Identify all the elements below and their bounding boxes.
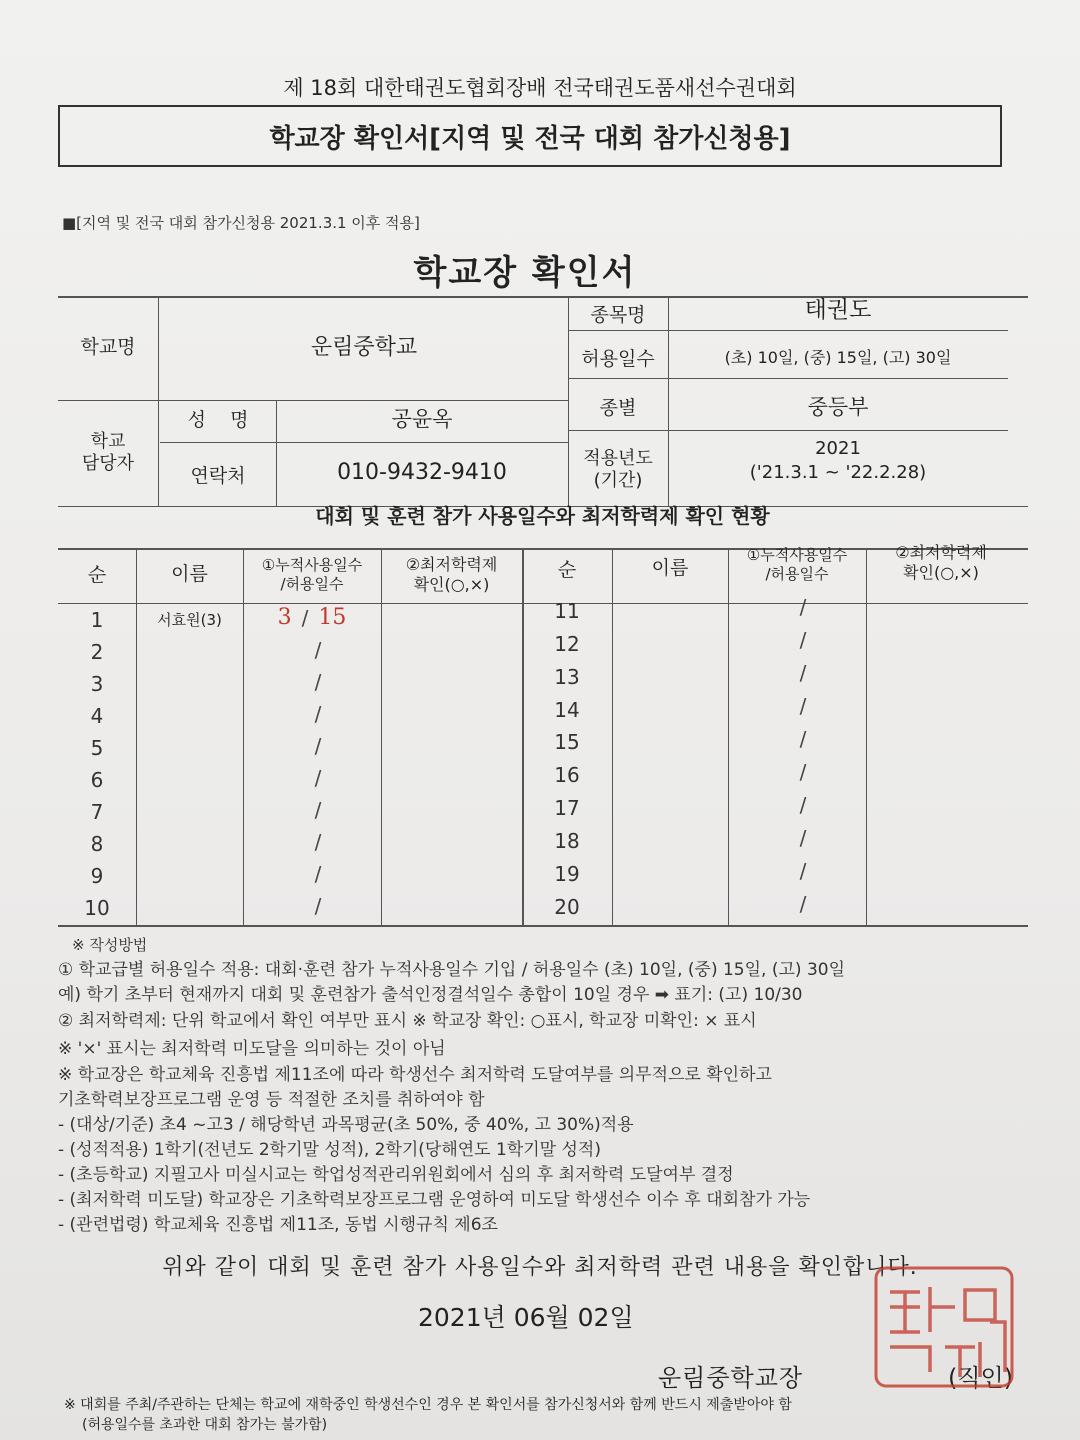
student-name: 서효원(3) — [157, 610, 222, 629]
row-number: 7 — [90, 799, 104, 824]
event-label: 종목명 — [590, 304, 646, 327]
event-value: 태권도 — [804, 296, 872, 323]
row-number: 16 — [554, 762, 580, 787]
allowed-days-label: 허용일수 — [581, 348, 655, 371]
days-slash: / — [301, 605, 309, 630]
applicable-note: ■[지역 및 전국 대회 참가신청용 2021.3.1 이후 적용] — [62, 214, 420, 232]
note-line: 기초학력보장프로그램 운영 등 적절한 조치를 취하여야 함 — [58, 1090, 485, 1110]
header-check-right: ②최저학력제 확인(○,×) — [895, 543, 987, 582]
contact-group-label: 학교 담당자 — [81, 430, 135, 474]
name-label: 성 명 — [187, 409, 249, 432]
contact-name-value: 공윤옥 — [391, 406, 453, 431]
phone-label: 연락처 — [190, 465, 246, 488]
header-no-right: 순 — [557, 559, 577, 582]
days-slash: / — [314, 893, 322, 918]
year-label: 적용년도 (기간) — [583, 447, 653, 491]
row-number: 17 — [554, 795, 580, 820]
year-value: 2021 — [815, 437, 861, 459]
days-slash: / — [314, 829, 322, 854]
row-number: 3 — [90, 671, 104, 696]
row-number: 12 — [554, 631, 580, 656]
days-entry — [243, 603, 381, 633]
days-slash: / — [314, 733, 322, 758]
date: 2021년 06월 02일 — [418, 1303, 634, 1332]
note-line: - (초등학교) 지필고사 미실시교는 학업성적관리위원회에서 심의 후 최저학력 도달여부 결정 — [58, 1165, 734, 1185]
footer-line: ※ 대회를 주최/주관하는 단체는 학교에 재학중인 학생선수인 경우 본 확인서를 참가신청서와 함께 반드시 제출받아야 함 — [64, 1397, 792, 1413]
notes-heading: ※ 작성방법 — [72, 936, 148, 954]
note-line: ※ '×' 표시는 최저학력 미도달을 의미하는 것이 아님 — [58, 1039, 446, 1059]
header-name-left: 이름 — [171, 563, 208, 586]
row-number: 11 — [554, 598, 580, 623]
seal-note: (직인) — [948, 1364, 1014, 1392]
days-slash: / — [314, 861, 322, 886]
days-slash: / — [799, 693, 807, 718]
row-number: 10 — [84, 895, 110, 920]
days-slash: / — [799, 726, 807, 751]
days-slash: / — [314, 797, 322, 822]
days-slash: / — [314, 701, 322, 726]
note-line: ① 학교급별 허용일수 적용: 대회·훈련 참가 누적사용일수 기입 / 허용일수 (초) 10일, (중) 15일, (고) 30일 — [58, 960, 846, 980]
days-slash: / — [799, 891, 807, 916]
allowed-days-value: (초) 10일, (중) 15일, (고) 30일 — [724, 348, 952, 367]
row-number: 8 — [90, 831, 104, 856]
row-number: 19 — [554, 861, 580, 886]
row-number: 5 — [90, 735, 104, 760]
row-number: 13 — [554, 664, 580, 689]
note-line: ※ 학교장은 학교체육 진흥법 제11조에 따라 학생선수 최저학력 도달여부를 의무적으로 확인하고 — [58, 1065, 772, 1085]
table-caption: 대회 및 훈련 참가 사용일수와 최저학력제 확인 현황 — [315, 504, 770, 528]
note-line: 예) 학기 초부터 현재까지 대회 및 훈련참가 출석인정결석일수 총합이 10일 경우 ➡ 표기: (고) 10/30 — [58, 985, 803, 1005]
row-number: 20 — [554, 894, 580, 919]
days-slash: / — [314, 637, 322, 662]
days-slash: / — [799, 627, 807, 652]
event-title: 제 18회 대한태권도협회장배 전국태권도품새선수권대회 — [283, 76, 797, 100]
days-slash: / — [799, 759, 807, 784]
row-number: 4 — [90, 703, 104, 728]
footer-line: (허용일수를 초과한 대회 참가는 불가함) — [82, 1417, 328, 1433]
header-no-left: 순 — [87, 564, 107, 587]
header-days-right: ①누적사용일수 /허용일수 — [746, 546, 848, 583]
confirm-statement: 위와 같이 대회 및 훈련 참가 사용일수와 최저학력 관련 내용을 확인합니다. — [162, 1255, 918, 1280]
row-number: 1 — [90, 607, 104, 632]
header-name-right: 이름 — [651, 557, 689, 580]
days-slash: / — [799, 858, 807, 883]
row-number: 18 — [554, 828, 580, 853]
days-slash: / — [314, 669, 322, 694]
days-slash: / — [799, 660, 807, 685]
row-number: 15 — [554, 729, 580, 754]
days-slash: / — [314, 765, 322, 790]
days-slash: / — [799, 825, 807, 850]
days-used: 3 — [277, 605, 292, 631]
header-check-left: ②최저학력제 확인(○,×) — [405, 555, 498, 594]
form-title: 학교장 확인서 — [413, 253, 637, 293]
days-slash: / — [799, 792, 807, 817]
school-value: 운림중학교 — [310, 335, 418, 361]
category-value: 중등부 — [807, 394, 869, 419]
note-line: - (대상/기준) 초4 ~고3 / 해당학년 과목평균(초 50%, 중 40%, 고 30%)적용 — [58, 1115, 634, 1135]
row-number: 6 — [90, 767, 104, 792]
phone-value: 010-9432-9410 — [337, 460, 507, 486]
days-slash: / — [799, 594, 807, 619]
school-seal-stamp — [870, 1262, 1020, 1392]
signer: 운림중학교장 — [658, 1364, 804, 1392]
row-number: 14 — [554, 697, 580, 722]
school-label: 학교명 — [80, 336, 136, 359]
category-label: 종별 — [599, 397, 637, 420]
note-line: - (관련법령) 학교체육 진흥법 제11조, 동법 시행규칙 제6조 — [58, 1215, 498, 1235]
row-number: 9 — [90, 863, 104, 888]
row-number: 2 — [90, 639, 104, 664]
boxed-title: 학교장 확인서[지역 및 전국 대회 참가신청용] — [269, 124, 791, 154]
note-line: - (최저학력 미도달) 학교장은 기초학력보장프로그램 운영하여 미도달 학생선수 이수 후 대회참가 가능 — [58, 1190, 811, 1210]
note-line: - (성적적용) 1학기(전년도 2학기말 성적), 2학기(당해연도 1학기말 성적) — [58, 1140, 601, 1160]
note-line: ② 최저학력제: 단위 학교에서 확인 여부만 표시 ※ 학교장 확인: ○표시, 학교장 미확인: × 표시 — [58, 1011, 757, 1031]
header-days-left: ①누적사용일수 /허용일수 — [261, 556, 363, 593]
days-allowed: 15 — [318, 605, 347, 631]
year-period: ('21.3.1 ~ '22.2.28) — [749, 461, 927, 483]
